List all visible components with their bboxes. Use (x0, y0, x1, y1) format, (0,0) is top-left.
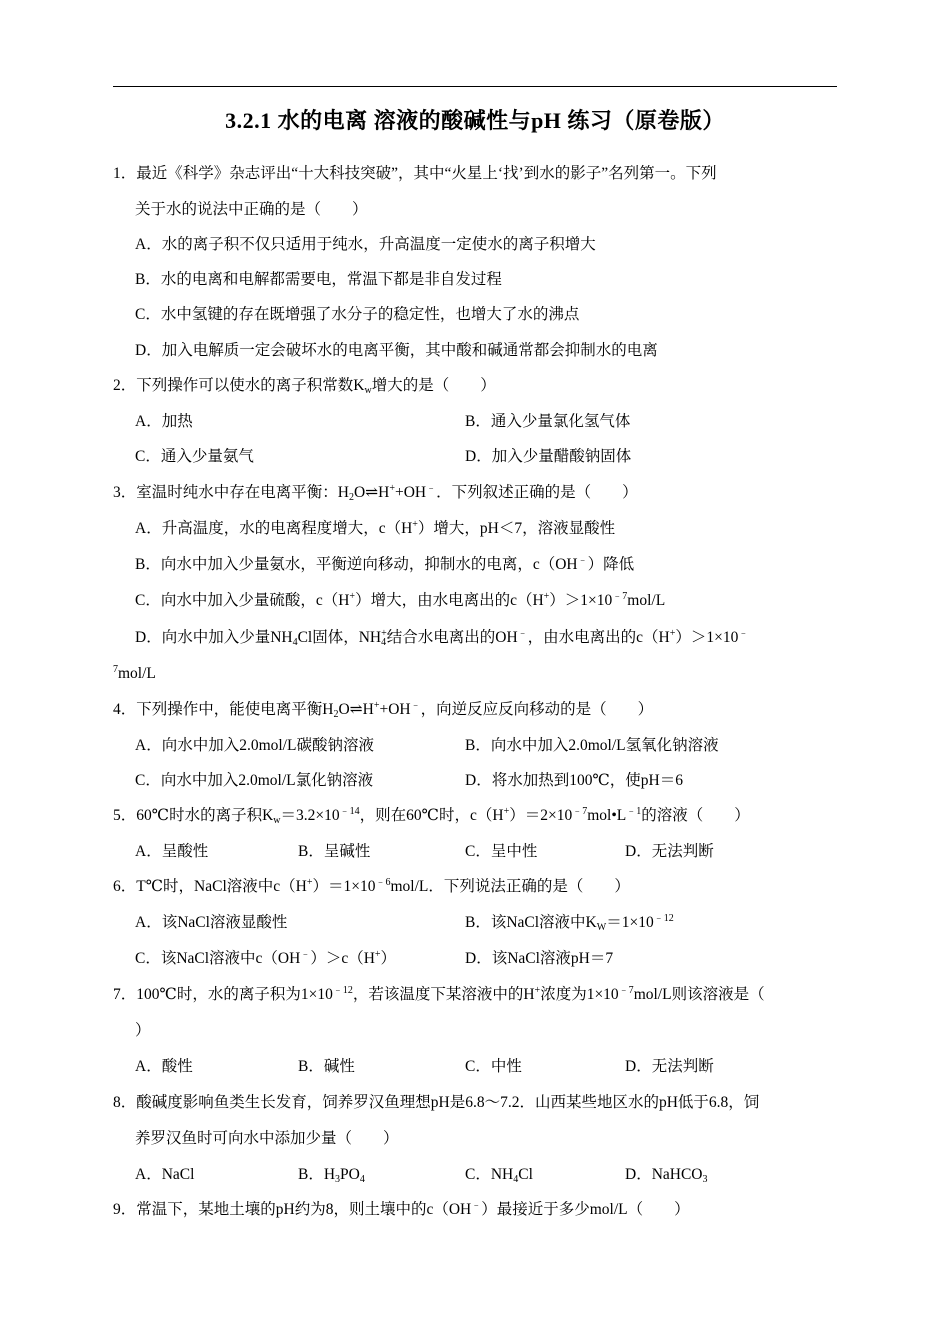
question-1-option-a: A．水的离子积不仅只适用于纯水，升高温度一定使水的离子积增大 (135, 236, 596, 253)
question-1-option-d: D．加入电解质一定会破坏水的电离平衡，其中酸和碱通常都会抑制水的电离 (135, 342, 658, 359)
question-9-stem: 9．常温下，某地土壤的pH约为8，则土壤中的c（OH﹣）最接近于多少mol/L（ ） (113, 1200, 690, 1218)
question-8-option-d: D．NaHCO$_3$ (625, 1166, 708, 1185)
question-6-option-a: A．该NaCl溶液显酸性 (135, 914, 288, 931)
question-3-stem: 3．室温时纯水中存在电离平衡：$H_2O\rightleftharpoons H^++OH^﹣$．下列叙述正确的是（ ） (113, 483, 638, 503)
question-8-option-a: A．NaCl (135, 1166, 195, 1183)
question-6-option-b: B．该NaCl溶液中$K_W=1\times 10^{﹣12}$ (465, 913, 674, 933)
question-1-option-b: B．水的电离和电解都需要电，常温下都是非自发过程 (135, 271, 502, 288)
question-6-stem: 6．T℃时，NaCl溶液中$c(H^+)=1\times 10^{﹣6}mol/L$．下列说法正确的是（ ） (113, 877, 630, 895)
question-3-option-c: C．向水中加入少量硫酸，c（H+）增大，由水电离出的$c(H^+)>1\times 10^{﹣7}mol/L$ (135, 591, 666, 609)
question-8-stem-cont: 养罗汉鱼时可向水中添加少量（ ） (135, 1130, 399, 1147)
question-2-stem: 2．下列操作可以使水的离子积常数$K_w$增大的是（ ） (113, 377, 496, 396)
question-6-option-d: D．该NaCl溶液pH＝7 (465, 950, 614, 967)
question-3-option-d: D．向水中加入少量$NH_4Cl$固体，$NH_4^+$结合水电离出的OH﹣，由水电离出的c（H+）＞1×10﹣ (135, 628, 749, 648)
question-8-option-b: B．$H_3PO_4$ (298, 1166, 365, 1185)
question-1-option-c: C．水中氢键的存在既增强了水分子的稳定性，也增大了水的沸点 (135, 306, 580, 323)
question-1-stem-cont: 关于水的说法中正确的是（ ） (135, 201, 368, 218)
question-4-stem: 4．下列操作中，能使电离平衡$H_2O\rightleftharpoons H^++OH^﹣$，向逆反应反向移动的是（ ） (113, 700, 654, 720)
question-2-option-d: D．加入少量醋酸钠固体 (465, 448, 632, 465)
question-7-option-b: B．碱性 (298, 1058, 355, 1075)
header-rule (113, 86, 837, 87)
question-4-option-b: B．向水中加入2.0mol/L氢氧化钠溶液 (465, 737, 719, 754)
question-6-option-c: C．该NaCl溶液中c（OH﹣）＞c（H+） (135, 949, 397, 967)
question-2-option-a: A．加热 (135, 413, 193, 430)
question-8-stem: 8．酸碱度影响鱼类生长发育，饲养罗汉鱼理想pH是6.8～7.2．山西某些地区水的pH低于6.8，饲 (113, 1094, 760, 1111)
question-7-option-c: C．中性 (465, 1058, 522, 1075)
question-7-option-a: A．酸性 (135, 1058, 193, 1075)
question-1-stem: 1．最近《科学》杂志评出“十大科技突破”，其中“火星上‘找’到水的影子”名列第一。下列 (113, 165, 717, 182)
question-7-option-d: D．无法判断 (625, 1058, 714, 1075)
question-7-stem-cont: ） (135, 1022, 151, 1039)
question-4-option-c: C．向水中加入2.0mol/L氯化钠溶液 (135, 772, 374, 789)
question-2-option-c: C．通入少量氨气 (135, 448, 254, 465)
question-4-option-d: D．将水加热到100℃，使pH＝6 (465, 772, 683, 789)
question-5-option-d: D．无法判断 (625, 843, 714, 860)
page-title: 3.2.1 水的电离 溶液的酸碱性与pH 练习（原卷版） (225, 108, 725, 133)
question-4-option-a: A．向水中加入2.0mol/L碳酸钠溶液 (135, 737, 374, 754)
question-5-option-c: C．呈中性 (465, 843, 538, 860)
question-8-option-c: C．$NH_4Cl$ (465, 1166, 533, 1185)
question-3-option-d-cont: $^7$mol/L (113, 664, 156, 682)
question-3-option-a: A．升高温度，水的电离程度增大，c（H+）增大，pH＜7，溶液显酸性 (135, 519, 616, 537)
question-3-option-b: B．向水中加入少量氨水，平衡逆向移动，抑制水的电离，c（OH﹣）降低 (135, 555, 635, 573)
question-2-option-b: B．通入少量氯化氢气体 (465, 413, 631, 430)
question-5-stem: 5．60℃时水的离子积$K_w=3.2\times 10^{﹣14}$，则在60℃时，$c(H^+)=2\times 10^{﹣7}mol•L^{﹣1}$的溶液（ ） (113, 806, 750, 826)
question-5-option-a: A．呈酸性 (135, 843, 209, 860)
question-7-stem: 7．100℃时，水的离子积为$1\times 10^{﹣12}$，若该温度下某溶液中的H+浓度为$1\times 10^{﹣7}mol/L$则该溶液是（ (113, 985, 765, 1003)
question-5-option-b: B．呈碱性 (298, 843, 371, 860)
